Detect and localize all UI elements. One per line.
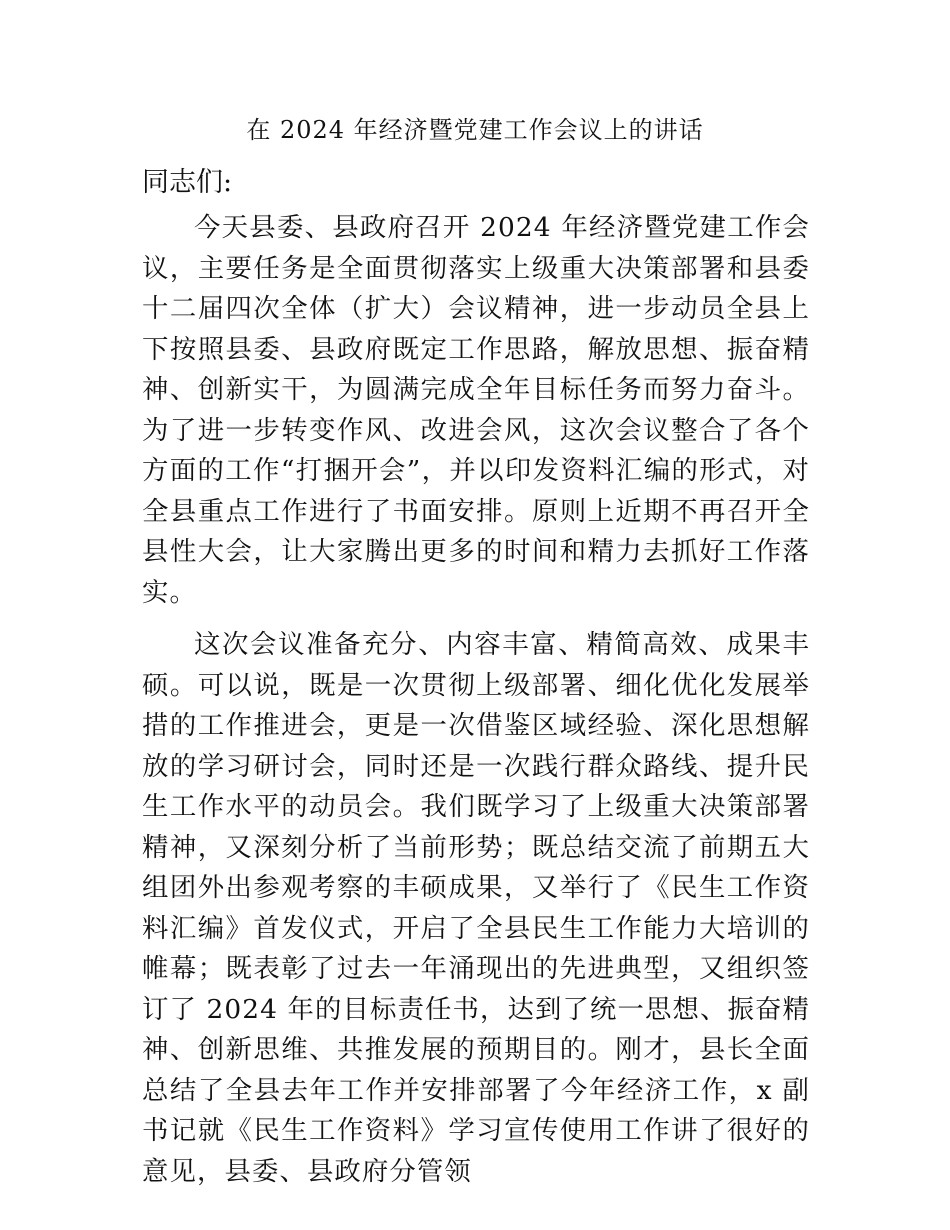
paragraph-1: 今天县委、县政府召开 2024 年经济暨党建工作会议，主要任务是全面贯彻落实上级重大决策部署和县委十二届四次全体（扩大）会议精神，进一步动员全县上下按照县委、县政府既定工作思路，解放思想、振奋精神、创新实干，为圆满完成全年目标任务而努力奋斗。为了进一步转变作风、改进会风，这次会议整合了各个方面的工作“打捆开会”，并以印发资料汇编的形式，对全县重点工作进行了书面安排。原则上近期不再召开全县性大会，让大家腾出更多的时间和精力去抓好工作落实。 <box>142 212 810 608</box>
document-title: 在 2024 年经济暨党建工作会议上的讲话 <box>246 116 704 144</box>
salutation: 同志们: <box>142 167 233 198</box>
paragraph-2: 这次会议准备充分、内容丰富、精简高效、成果丰硕。可以说，既是一次贯彻上级部署、细化优化发展举措的工作推进会，更是一次借鉴区域经验、深化思想解放的学习研讨会，同时还是一次践行群众路线、提升民生工作水平的动员会。我们既学习了上级重大决策部署精神，又深刻分析了当前形势；既总结交流了前期五大组团外出参观考察的丰硕成果，又举行了《民生工作资料汇编》首发仪式，开启了全县民生工作能力大培训的帷幕；既表彰了过去一年涌现出的先进典型，又组织签订了 2024 年的目标责任书，达到了统一思想、振奋精神、创新思维、共推发展的预期目的。刚才，县长全面总结了全县去年工作并安排部署了今年经济工作，x 副书记就《民生工作资料》学习宣传使用工作讲了很好的意见，县委、县政府分管领 <box>142 629 810 1187</box>
document-body <box>142 208 810 1204</box>
